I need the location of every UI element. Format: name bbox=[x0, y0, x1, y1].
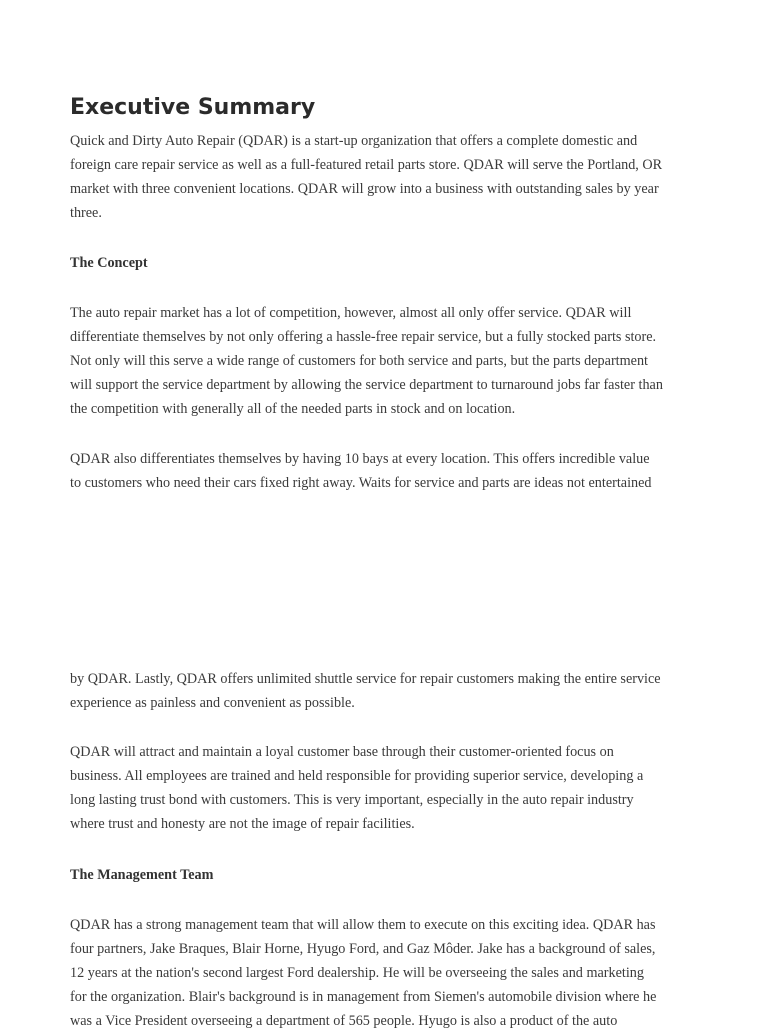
paragraph-line: experience as painless and convenient as possible. bbox=[70, 695, 355, 711]
paragraph-line: to customers who need their cars fixed right away. Waits for service and parts are ideas not entertained bbox=[70, 475, 652, 491]
concept-paragraph-2-part-1 bbox=[70, 447, 700, 495]
paragraph-line: QDAR will attract and maintain a loyal customer base through their customer-oriented focus on bbox=[70, 744, 614, 760]
concept-paragraph-1 bbox=[70, 301, 700, 421]
paragraph-line: by QDAR. Lastly, QDAR offers unlimited shuttle service for repair customers making the entire service bbox=[70, 671, 661, 687]
paragraph-line: the competition with generally all of the needed parts in stock and on location. bbox=[70, 401, 516, 417]
paragraph-line: Not only will this serve a wide range of customers for both service and parts, but the parts department bbox=[70, 353, 648, 369]
page-title: Executive Summary bbox=[70, 95, 316, 120]
paragraph-line: 12 years at the nation's second largest Ford dealership. He will be overseeing the sales and marketing bbox=[70, 965, 644, 981]
paragraph-line: where trust and honesty are not the image of repair facilities. bbox=[70, 816, 415, 832]
intro-line: market with three convenient locations. QDAR will grow into a business with outstanding sales by year bbox=[70, 181, 659, 197]
paragraph-line: four partners, Jake Braques, Blair Horne, Hyugo Ford, and Gaz Môder. Jake has a background of sales, bbox=[70, 941, 656, 957]
intro-paragraph bbox=[70, 129, 700, 225]
paragraph-line: for the organization. Blair's background is in management from Siemen's automobile division where he bbox=[70, 989, 657, 1005]
management-paragraph-1 bbox=[70, 913, 700, 1033]
paragraph-line: The auto repair market has a lot of competition, however, almost all only offer service. QDAR will bbox=[70, 305, 632, 321]
intro-line: foreign care repair service as well as a full-featured retail parts store. QDAR will serve the Portland, OR bbox=[70, 157, 663, 173]
paragraph-line: business. All employees are trained and held responsible for providing superior service, developing a bbox=[70, 768, 644, 784]
concept-paragraph-2-part-2 bbox=[70, 667, 700, 715]
paragraph-line: will support the service department by allowing the service department to turnaround jobs far faster than bbox=[70, 377, 663, 393]
intro-line: three. bbox=[70, 205, 102, 221]
intro-line: Quick and Dirty Auto Repair (QDAR) is a start-up organization that offers a complete domestic and bbox=[70, 133, 638, 149]
paragraph-line: was a Vice President overseeing a department of 565 people. Hyugo is also a product of the auto bbox=[70, 1013, 618, 1029]
section-heading-concept: The Concept bbox=[70, 255, 148, 271]
paragraph-line: long lasting trust bond with customers. This is very important, especially in the auto repair industry bbox=[70, 792, 634, 808]
section-heading-management: The Management Team bbox=[70, 867, 214, 883]
paragraph-line: QDAR has a strong management team that will allow them to execute on this exciting idea. QDAR has bbox=[70, 917, 656, 933]
paragraph-line: differentiate themselves by not only offering a hassle-free repair service, but a fully stocked parts store. bbox=[70, 329, 657, 345]
concept-paragraph-3 bbox=[70, 740, 700, 836]
paragraph-line: QDAR also differentiates themselves by having 10 bays at every location. This offers incredible value bbox=[70, 451, 650, 467]
